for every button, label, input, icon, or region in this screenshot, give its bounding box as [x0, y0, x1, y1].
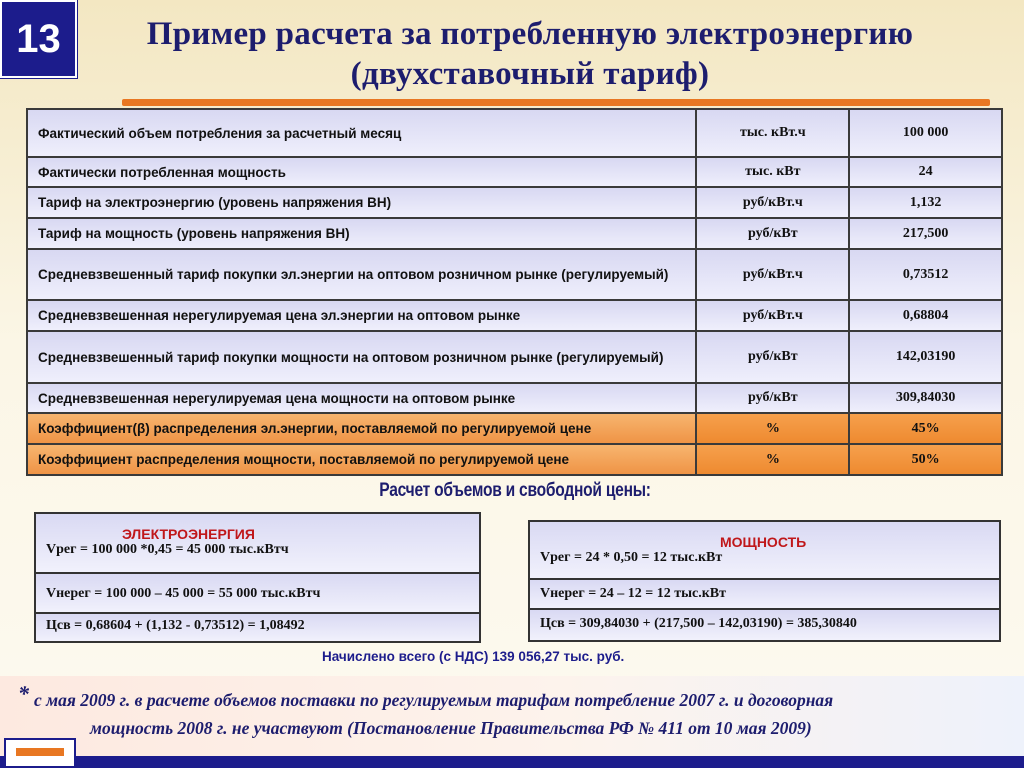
row-label: Средневзвешенная нерегулируемая цена эл.энергии на оптовом рынке: [27, 300, 696, 331]
row-value: 1,132: [849, 187, 1002, 218]
table-row: [27, 187, 1002, 218]
power-vnereg: Vнерег = 24 – 12 = 12 тыс.кВт: [540, 586, 727, 601]
energy-heading: ЭЛЕКТРОЭНЕРГИЯ: [122, 526, 255, 542]
row-unit: тыс. кВт: [696, 157, 849, 187]
power-vreg: Vрег = 24 * 0,50 = 12 тыс.кВт: [540, 550, 723, 565]
title-line-2: (двухставочный тариф): [350, 56, 710, 92]
table-row: [27, 109, 1002, 157]
row-value: 0,73512: [849, 249, 1002, 300]
row-unit: руб/кВт: [696, 383, 849, 413]
row-unit: руб/кВт.ч: [696, 249, 849, 300]
table-row: [27, 331, 1002, 383]
energy-vnereg: Vнерег = 100 000 – 45 000 = 55 000 тыс.кВтч: [46, 586, 321, 601]
row-label: Коэффициент(β) распределения эл.энергии, поставляемой по регулируемой цене: [27, 413, 696, 444]
footnote: [0, 676, 1024, 756]
row-unit: тыс. кВт.ч: [696, 109, 849, 157]
row-value: 50%: [849, 444, 1002, 475]
power-calc-row-3: [530, 610, 999, 640]
table-row: [27, 383, 1002, 413]
slide-number-badge: 13: [0, 0, 77, 78]
row-value: 0,68804: [849, 300, 1002, 331]
row-value: 45%: [849, 413, 1002, 444]
row-unit: %: [696, 444, 849, 475]
power-calc-box: [528, 520, 1001, 642]
row-value: 309,84030: [849, 383, 1002, 413]
footnote-line-1: с мая 2009 г. в расчете объемов поставки по регулируемым тарифам потребление 2007 г. и договорная: [34, 690, 834, 710]
row-unit: руб/кВт: [696, 218, 849, 249]
energy-vreg: Vрег = 100 000 *0,45 = 45 000 тыс.кВтч: [46, 542, 289, 557]
energy-calc-row-2: [36, 574, 479, 614]
table-row: [27, 249, 1002, 300]
energy-calc-box: [34, 512, 481, 643]
power-calc-row-2: [530, 580, 999, 610]
title-underline: [122, 99, 990, 106]
parameters-table: [26, 108, 1003, 476]
bottom-strip: [0, 756, 1024, 768]
energy-price: Цсв = 0,68604 + (1,132 - 0,73512) = 1,08492: [46, 618, 305, 633]
row-unit: %: [696, 413, 849, 444]
footnote-star: *: [18, 681, 29, 706]
row-unit: руб/кВт.ч: [696, 300, 849, 331]
corner-decoration-bar: [16, 748, 64, 756]
row-unit: руб/кВт: [696, 331, 849, 383]
row-label: Коэффициент распределения мощности, поставляемой по регулируемой цене: [27, 444, 696, 475]
table-row-highlighted: [27, 413, 1002, 444]
row-label: Средневзвешенный тариф покупки эл.энергии на оптовом розничном рынке (регулируемый): [27, 249, 696, 300]
row-value: 217,500: [849, 218, 1002, 249]
energy-calc-row-1: [36, 514, 479, 574]
table-row-highlighted: [27, 444, 1002, 475]
calc-heading: Расчет объемов и свободной цены:: [379, 480, 651, 501]
row-value: 24: [849, 157, 1002, 187]
row-value: 100 000: [849, 109, 1002, 157]
row-label: Средневзвешенная нерегулируемая цена мощности на оптовом рынке: [27, 383, 696, 413]
total-charged: Начислено всего (с НДС) 139 056,27 тыс. руб.: [322, 649, 625, 664]
footnote-line-2: мощность 2008 г. не участвуют (Постановление Правительства РФ № 411 от 10 мая 2009): [90, 718, 812, 738]
power-calc-row-1: [530, 522, 999, 580]
row-label: Средневзвешенный тариф покупки мощности на оптовом розничном рынке (регулируемый): [27, 331, 696, 383]
row-label: Тариф на мощность (уровень напряжения ВН): [27, 218, 696, 249]
energy-calc-row-3: [36, 614, 479, 641]
page-title: [100, 14, 960, 94]
table-row: [27, 218, 1002, 249]
power-price: Цсв = 309,84030 + (217,500 – 142,03190) = 385,30840: [540, 616, 857, 631]
corner-decoration: [4, 738, 76, 768]
row-label: Фактически потребленная мощность: [27, 157, 696, 187]
power-heading: МОЩНОСТЬ: [720, 534, 807, 550]
table-row: [27, 157, 1002, 187]
row-unit: руб/кВт.ч: [696, 187, 849, 218]
row-label: Фактический объем потребления за расчетный месяц: [27, 109, 696, 157]
row-label: Тариф на электроэнергию (уровень напряжения ВН): [27, 187, 696, 218]
title-line-1: Пример расчета за потребленную электроэнергию: [146, 16, 914, 52]
table-row: [27, 300, 1002, 331]
row-value: 142,03190: [849, 331, 1002, 383]
